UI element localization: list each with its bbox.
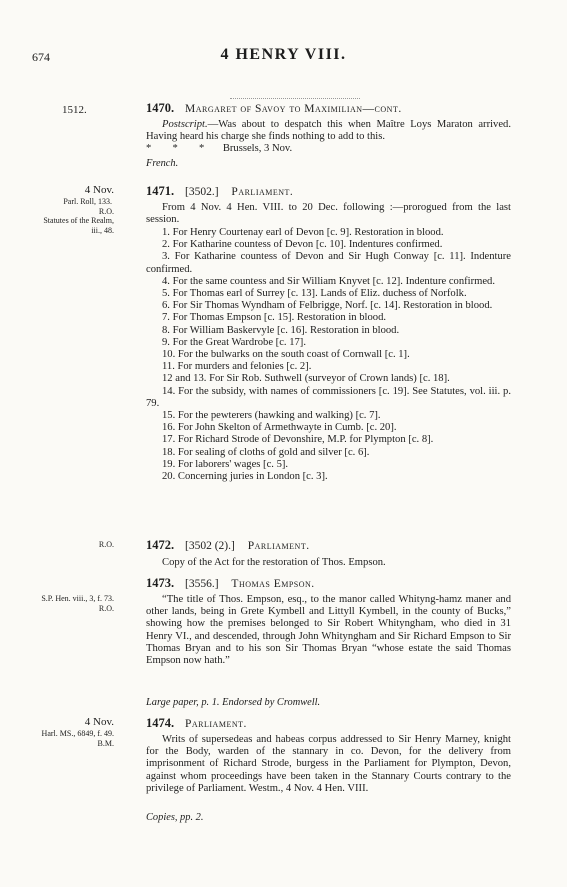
list-item: 7. For Thomas Empson [c. 15]. Restoration in blood. <box>162 312 387 324</box>
margin-ref: R.O. <box>98 206 114 216</box>
entry-1471-margin <box>36 184 114 235</box>
entry-1472-margin <box>36 540 114 550</box>
entry-text: Writs of supersedeas and habeas corpus addressed to Sir Henry Marney, knight for the Body, warden of the stannary in co. Devon, for the delivery from imprisonment of Richard Strode, burgess in the Parliament for Plympton, Devon, against whom proceedings have been taken in the Stannary Courts contrary to the privilege of Parliament. Westm., 4 Nov. 4 Hen. VIII. <box>146 734 511 794</box>
entry-title: Margaret of Savoy to Maximilian—cont. <box>185 103 402 115</box>
list-item: 5. For Thomas earl of Surrey [c. 13]. Lands of Eliz. duchess of Norfolk. <box>162 288 467 300</box>
margin-ref: Parl. Roll, 133. <box>63 197 112 206</box>
entry-text: Copy of the Act for the restoration of Thos. Empson. <box>162 557 386 568</box>
entry-title: Thomas Empson. <box>231 578 315 590</box>
list-item: 8. For William Baskervyle [c. 16]. Restoration in blood. <box>162 324 400 336</box>
margin-ref: Harl. MS., 6849, f. 49. <box>41 729 114 738</box>
entry-number: 1471. <box>146 184 175 198</box>
list-item: 15. For the pewterers (hawking and walking) [c. 7]. <box>162 410 381 422</box>
page-number: 674 <box>32 50 50 64</box>
running-head: 4 HENRY VIII. <box>220 46 347 63</box>
entry-1473-heading <box>146 576 315 591</box>
entry-1472-text <box>146 557 511 569</box>
list-item: 18. For sealing of cloths of gold and silver [c. 6]. <box>162 446 370 458</box>
entry-1471-items <box>146 227 511 483</box>
list-item: 1. For Henry Courtenay earl of Devon [c. 9]. Restoration in blood. <box>162 227 444 238</box>
margin-ref: R.O. <box>98 540 114 549</box>
entry-1473-text <box>146 594 511 667</box>
list-item: 10. For the bulwarks on the south coast of Cornwall [c. 1]. <box>162 349 410 361</box>
entry-bracket: [3502 (2).] <box>185 540 235 552</box>
entry-number: 1472. <box>146 538 175 552</box>
list-item: 12 and 13. For Sir Rob. Suthwell (surveyor of Crown lands) [c. 18]. <box>162 373 450 385</box>
margin-ref: S.P. Hen. viii., 3, f. 73. <box>41 594 114 603</box>
intro-text: From 4 Nov. 4 Hen. VIII. to 20 Dec. following :—prorogued from the last session. <box>146 202 511 226</box>
entry-bracket: [3556.] <box>185 578 219 590</box>
divider <box>230 98 360 99</box>
entry-1474-margin <box>36 716 114 748</box>
entry-1474-note: Copies, pp. 2. <box>146 812 204 823</box>
entry-title: Parliament. <box>247 540 310 552</box>
entry-1472-heading <box>146 538 310 553</box>
list-item: 20. Concerning juries in London [c. 3]. <box>162 471 328 483</box>
entry-number: 1473. <box>146 576 175 590</box>
margin-ref: Statutes of the Realm, iii., 48. <box>43 216 114 235</box>
list-item: 9. For the Great Wardrobe [c. 17]. <box>162 336 306 348</box>
entry-1470-postscript <box>146 119 511 156</box>
entry-1470-language: French. <box>146 158 179 169</box>
margin-ref: B.M. <box>97 738 114 748</box>
margin-date: 4 Nov. <box>84 716 114 728</box>
entry-1473-note: Large paper, p. 1. Endorsed by Cromwell. <box>146 697 321 708</box>
postscript-label: Postscript. <box>162 119 208 130</box>
entry-1471-heading <box>146 184 293 199</box>
entry-bracket: [3502.] <box>185 186 219 198</box>
entry-text: “The title of Thos. Empson, esq., to the manor called Whityng-hamz maner and other lands, being in Grete Kymbell and Littyll Kymbell, in the county of Bucks,” showing how the premises belonged to Sir Robert Whityngham, who died in 31 Henry VI., and descended, through John Whityngham and Sir Richard Empson to Sir Thomas Bryan and to his son Sir Thomas Bryan “whose estate the said Thomas Empson now hath.” <box>146 594 511 667</box>
list-item: 4. For the same countess and Sir William Knyvet [c. 12]. Indenture confirmed. <box>162 275 495 287</box>
list-item: 19. For laborers' wages [c. 5]. <box>162 458 289 470</box>
list-item: 14. For the subsidy, with names of commissioners [c. 19]. See Statutes, vol. iii. p. 79. <box>146 385 511 409</box>
entry-1473-margin <box>36 594 114 613</box>
entry-number: 1474. <box>146 716 175 730</box>
list-item: 16. For John Skelton of Armethwayte in Cumb. [c. 20]. <box>162 422 397 434</box>
entry-number: 1470. <box>146 101 175 115</box>
ellipsis-stars: * * * <box>146 143 205 155</box>
postscript-text: —Was about to despatch this when Maître Loys Maraton arrived. Having heard his charge she finds nothing to add to this. <box>146 119 511 143</box>
list-item: 3. For Katharine countess of Devon and Sir Hugh Conway [c. 11]. Indenture confirmed. <box>146 251 511 275</box>
margin-ref: R.O. <box>98 603 114 613</box>
list-item: 17. For Richard Strode of Devonshire, M.P. for Plympton [c. 8]. <box>162 434 434 446</box>
list-item: 6. For Sir Thomas Wyndham of Felbrigge, Norf. [c. 14]. Restoration in blood. <box>162 300 493 312</box>
entry-1470-heading <box>146 101 402 116</box>
entry-1471-intro <box>146 202 511 226</box>
list-item: 2. For Katharine countess of Devon [c. 10]. Indentures confirmed. <box>162 239 443 251</box>
entry-title: Parliament. <box>185 718 247 730</box>
year-margin: 1512. <box>62 104 87 116</box>
entry-1474-text <box>146 734 511 795</box>
entry-title: Parliament. <box>231 186 294 198</box>
list-item: 11. For murders and felonies [c. 2]. <box>162 361 312 373</box>
entry-1474-heading <box>146 716 247 731</box>
margin-date: 4 Nov. <box>84 184 114 196</box>
place-date: Brussels, 3 Nov. <box>222 143 293 155</box>
